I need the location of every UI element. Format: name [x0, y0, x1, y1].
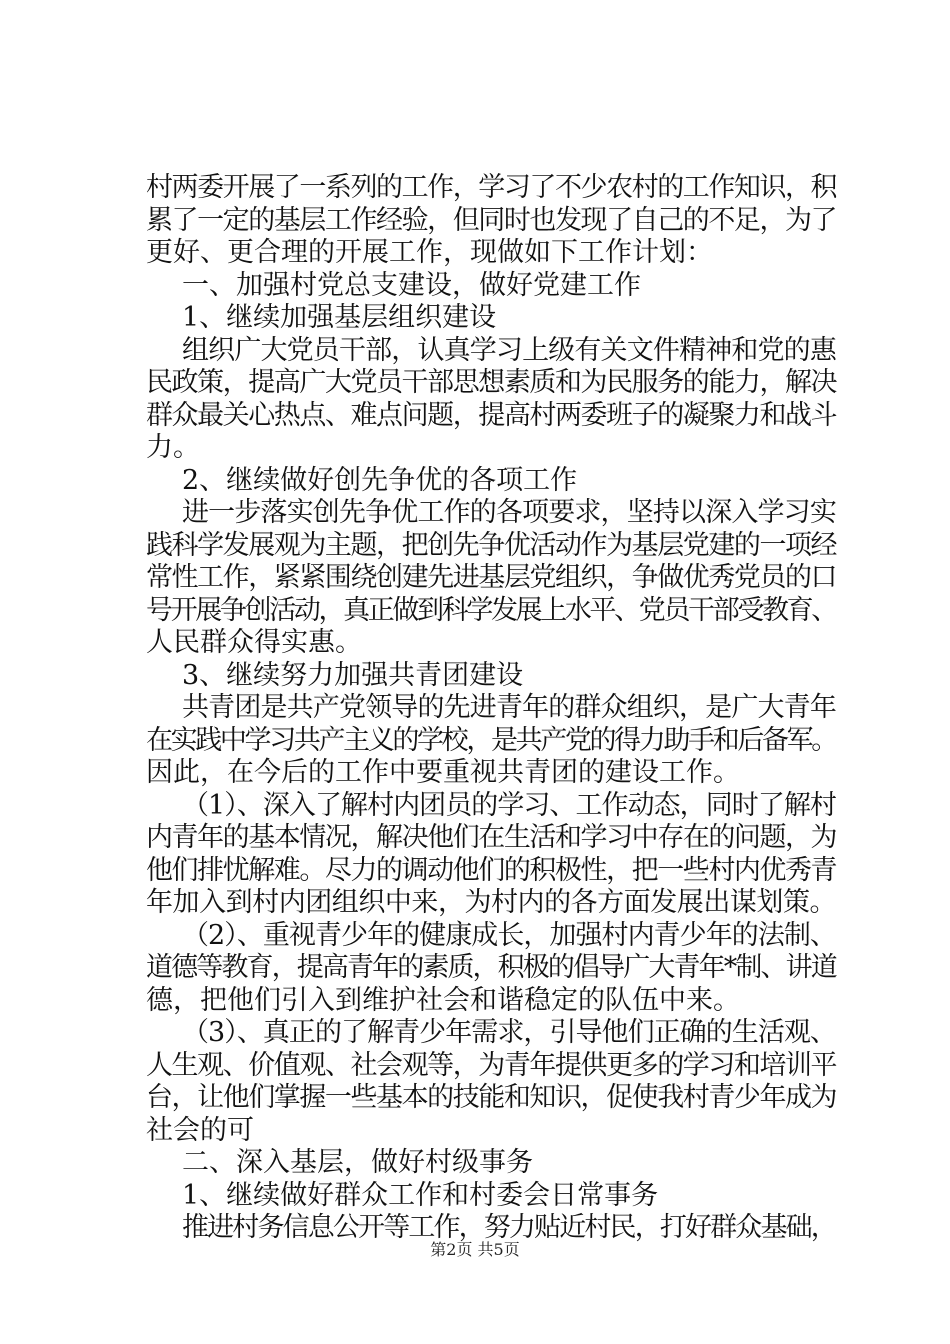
document-line: （1）、深入了解村内团员的学习、工作动态，同时了解村 — [182, 789, 836, 821]
document-line: 在实践中学习共产主义的学校，是共产党的得力助手和后备军。 — [146, 724, 836, 756]
document-line: 组织广大党员干部，认真学习上级有关文件精神和党的惠 — [182, 334, 836, 366]
document-line: 1、继续加强基层组织建设 — [182, 302, 497, 333]
document-line: 1、继续做好群众工作和村委会日常事务 — [182, 1179, 659, 1211]
document-line: 内青年的基本情况，解决他们在生活和学习中存在的问题，为 — [146, 822, 837, 853]
document-line: 社会的可 — [146, 1114, 254, 1146]
document-line: 群众最关心热点、难点问题，提高村两委班子的凝聚力和战斗 — [146, 399, 837, 431]
document-line: 他们排忧解难。尽力的调动他们的积极性，把一些村内优秀青 — [146, 854, 837, 886]
document-line: 力。 — [146, 432, 200, 463]
document-line: 共青团是共产党领导的先进青年的群众组织，是广大青年 — [182, 692, 836, 723]
document-line: 常性工作，紧紧围绕创建先进基层党组织，争做优秀党员的口 — [146, 562, 837, 593]
document-line: 践科学发展观为主题，把创先争优活动作为基层党建的一项经 — [146, 529, 837, 561]
document-line: 3、继续努力加强共青团建设 — [182, 659, 524, 691]
document-line: 民政策，提高广大党员干部思想素质和为民服务的能力，解决 — [146, 367, 837, 398]
document-line: 进一步落实创先争优工作的各项要求，坚持以深入学习实 — [182, 497, 836, 528]
document-line: 因此，在今后的工作中要重视共青团的建设工作。 — [146, 757, 740, 788]
document-line: （2）、重视青少年的健康成长，加强村内青少年的法制、 — [182, 919, 836, 951]
document-line: 台，让他们掌握一些基本的技能和知识，促使我村青少年成为 — [146, 1082, 837, 1113]
document-line: 年加入到村内团组织中来，为村内的各方面发展出谋划策。 — [146, 887, 837, 918]
document-line: 2、继续做好创先争优的各项工作 — [182, 464, 578, 496]
document-line: 更好、更合理的开展工作，现做如下工作计划： — [146, 237, 713, 268]
document-line: （3）、真正的了解青少年需求，引导他们正确的生活观、 — [182, 1017, 836, 1048]
document-line: 道德等教育，提高青年的素质，积极的倡导广大青年*制、讲道 — [146, 952, 836, 983]
document-body — [146, 172, 836, 1245]
document-line: 村两委开展了一系列的工作，学习了不少农村的工作知识，积 — [146, 172, 837, 203]
document-line: 号开展争创活动，真正做到科学发展上水平、党员干部受教育、 — [146, 594, 836, 626]
document-line: 累了一定的基层工作经验，但同时也发现了自己的不足，为了 — [146, 204, 837, 236]
document-line: 二、深入基层，做好村级事务 — [182, 1147, 533, 1178]
document-line: 一、加强村党总支建设，做好党建工作 — [182, 269, 641, 301]
page-footer: 第2页 共5页 — [430, 1240, 520, 1259]
document-line: 德，把他们引入到维护社会和谐稳定的队伍中来。 — [146, 984, 740, 1016]
document-line: 人民群众得实惠。 — [146, 627, 362, 658]
document-line: 推进村务信息公开等工作，努力贴近村民，打好群众基础， — [182, 1212, 836, 1243]
document-line: 人生观、价值观、社会观等，为青年提供更多的学习和培训平 — [146, 1049, 837, 1081]
